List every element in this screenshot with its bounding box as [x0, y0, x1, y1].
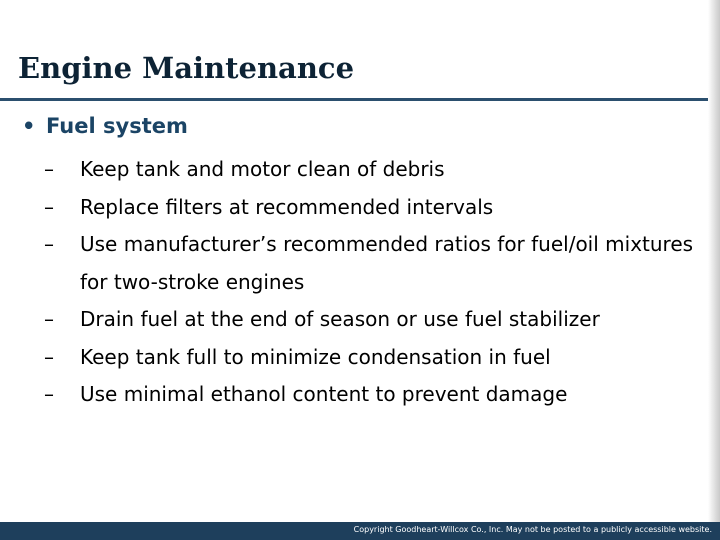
dash-marker: – [44, 382, 54, 406]
dash-marker: – [44, 157, 54, 181]
dash-marker: – [44, 344, 54, 369]
bullet-marker: • [22, 114, 36, 138]
sub-bullet-text: Use manufacturer’s recommended ratios for fuel/oil mixtures for two-stroke engines [80, 232, 694, 294]
sub-bullet [44, 226, 694, 301]
sub-bullet [44, 151, 694, 189]
sub-bullet [44, 339, 694, 377]
sub-bullet-list [44, 151, 694, 414]
bullet-fuel-system [22, 114, 188, 138]
sub-bullet-text: Use minimal ethanol content to prevent damage [80, 382, 568, 406]
title-divider [0, 98, 708, 101]
dash-marker: – [44, 194, 54, 219]
sub-bullet-text: Keep tank full to minimize condensation in fuel [80, 344, 551, 369]
slide-title: Engine Maintenance [18, 51, 355, 85]
sub-bullet [44, 189, 694, 227]
dash-marker: – [44, 307, 54, 331]
sub-bullet-text: Keep tank and motor clean of debris [80, 157, 445, 181]
sub-bullet-text: Replace filters at recommended intervals [80, 194, 494, 219]
sub-bullet [44, 301, 694, 339]
sub-bullet-text: Drain fuel at the end of season or use fuel stabilizer [80, 307, 600, 331]
dash-marker: – [44, 232, 54, 256]
slide-edge-shadow [708, 0, 720, 522]
sub-bullet [44, 376, 694, 414]
copyright-notice: Copyright Goodheart-Willcox Co., Inc. May not be posted to a publicly accessible website. [353, 525, 712, 534]
bullet-label: Fuel system [46, 114, 188, 138]
